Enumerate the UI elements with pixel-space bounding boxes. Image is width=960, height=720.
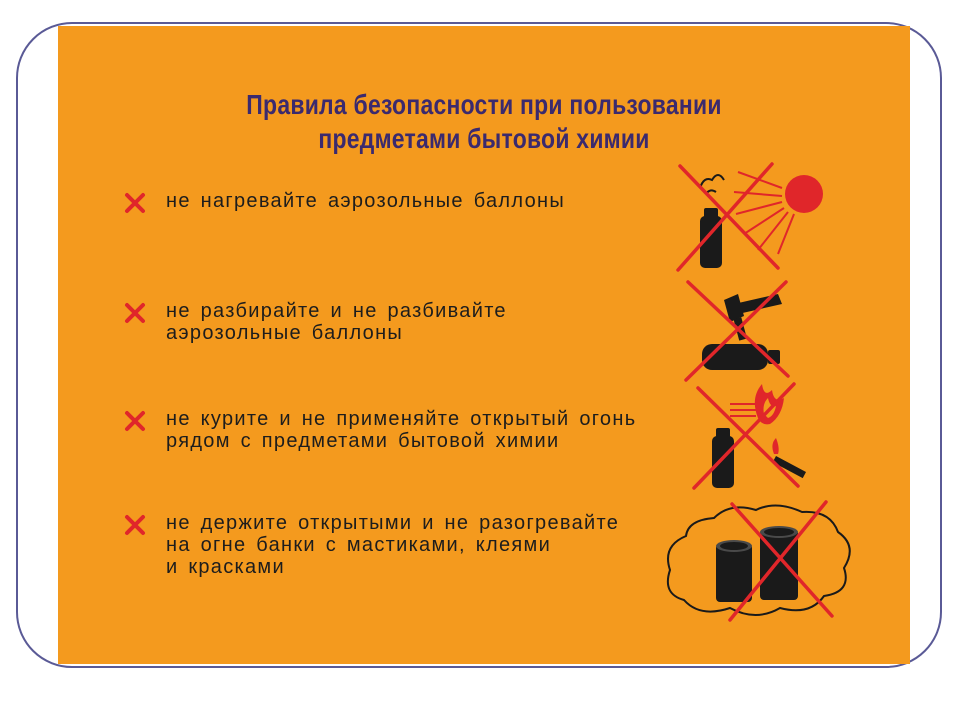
rule-4-line-3: и красками <box>166 556 285 578</box>
rule-3-text <box>166 408 636 452</box>
cross-icon <box>124 410 146 432</box>
cross-icon <box>124 302 146 324</box>
rule-3-line-2: рядом с предметами бытовой химии <box>166 430 560 452</box>
rule-2-text <box>166 300 507 344</box>
rule-4-line-2: на огне банки с мастиками, клеями <box>166 534 552 556</box>
poster-title-line-2: предметами бытовой химии <box>318 123 650 154</box>
rule-4-text <box>166 512 619 578</box>
aerosol-sun-prohibited-icon <box>674 158 834 274</box>
rule-1-line-1: не нагревайте аэрозольные баллоны <box>166 190 566 212</box>
rule-2-line-2: аэрозольные баллоны <box>166 322 404 344</box>
aerosol-hammer-prohibited-icon <box>682 278 812 382</box>
safety-poster <box>58 26 910 664</box>
rule-4-line-1: не держите открытыми и не разогревайте <box>166 512 620 534</box>
rule-1-text <box>166 190 565 212</box>
aerosol-fire-prohibited-icon <box>690 378 820 490</box>
rule-2-line-1: не разбирайте и не разбивайте <box>166 300 507 322</box>
poster-title <box>135 88 834 156</box>
cross-icon <box>124 192 146 214</box>
rule-3-line-1: не курите и не применяйте открытый огонь <box>166 408 637 430</box>
cross-icon <box>124 514 146 536</box>
cans-fire-prohibited-icon <box>660 496 860 624</box>
poster-title-line-1: Правила безопасности при пользовании <box>246 89 722 120</box>
